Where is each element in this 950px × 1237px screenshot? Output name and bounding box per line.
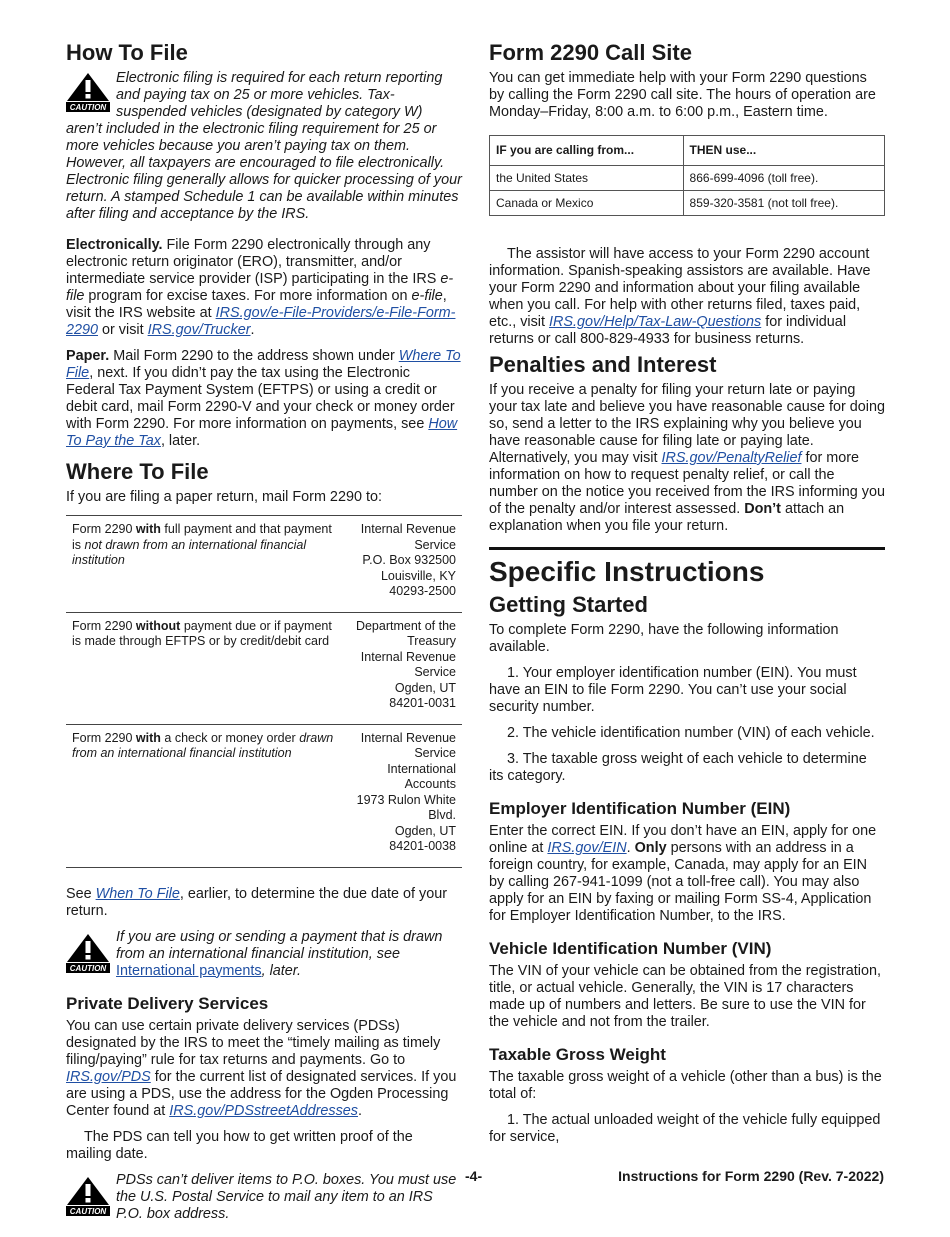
table-cell: 859-320-3581 (not toll free).: [683, 191, 884, 216]
list-item: 3. The taxable gross weight of each vehicle to determine its category.: [489, 751, 867, 784]
filing-condition: Form 2290 without payment due or if payment is made through EFTPS or by credit/debit card: [66, 612, 347, 724]
table-cell: the United States: [490, 166, 684, 191]
how-to-pay-link[interactable]: How To Pay the Tax: [66, 416, 458, 449]
see-when-to-file-paragraph: See When To File, earlier, to determine the due date of your return.: [66, 885, 448, 919]
where-to-file-heading: Where To File: [66, 459, 209, 484]
international-payments-link[interactable]: International payments: [116, 962, 262, 979]
trucker-link[interactable]: IRS.gov/Trucker: [147, 322, 251, 338]
call-site-intro: You can get immediate help with your Form 2290 questions by calling the Form 2290 call site. The hours of operation are Monday–Friday, 8:00 a.m. to 6:00 p.m., Eastern time.: [489, 70, 876, 120]
call-site-table: [489, 135, 885, 216]
caution-label: CAUTION: [69, 103, 107, 112]
caution-label: CAUTION: [69, 963, 107, 973]
pds-paragraph: You can use certain private delivery services (PDSs) designated by the IRS to meet the “timely mailing as timely filing/paying” rule for tax returns and payments. Go to IRS.gov/PDS for the current list of designated services. If you are using a PDS, use the address for the Ogden Processing Center found at IRS.gov/PDSstreetAddresses.: [66, 1017, 457, 1119]
vin-paragraph: The VIN of your vehicle can be obtained from the registration, title, or actual vehicle. Generally, the VIN is 17 characters made up of numbers and letters. Be sure to use the VIN for the vehicle and not from the trailer.: [489, 963, 881, 1030]
where-to-file-intro: If you are filing a paper return, mail Form 2290 to:: [66, 489, 382, 505]
efile-providers-link[interactable]: IRS.gov/e-File-Providers/e-File-Form-2290: [66, 305, 456, 338]
where-to-file-link[interactable]: Where To File: [66, 348, 461, 381]
mailing-address: Internal Revenue Service P.O. Box 932500 Louisville, KY 40293-2500: [347, 516, 462, 613]
when-to-file-link[interactable]: When To File: [95, 885, 180, 902]
table-row: [66, 612, 462, 724]
caution-icon: [66, 1176, 110, 1216]
penalties-paragraph: If you receive a penalty for filing your return late or paying your tax late and believe you have reasonable cause for doing so, send a letter to the IRS explaining why you believe you have reasonable cause for filing late or paying late. Alternatively, you may visit IRS.gov/PenaltyRelief for more information on how to request penalty relief, or call the number on the notice you received from the IRS informing you of the penalty and/or interest assessed. Don’t attach an explanation when you file your return.: [489, 382, 886, 534]
how-to-file-heading: How To File: [66, 40, 188, 65]
where-to-file-table: [66, 515, 462, 868]
table-row: [66, 724, 462, 867]
table-row: [490, 191, 885, 216]
getting-started-intro: To complete Form 2290, have the following information available.: [489, 622, 839, 655]
list-item: 2. The vehicle identification number (VIN) of each vehicle.: [507, 725, 875, 741]
taxable-gross-weight-heading: Taxable Gross Weight: [489, 1045, 666, 1064]
page-number: -4-: [465, 1168, 483, 1184]
penalty-relief-link[interactable]: IRS.gov/PenaltyRelief: [661, 450, 802, 466]
mailing-address: Department of the Treasury Internal Revenue Service Ogden, UT 84201-0031: [347, 612, 462, 724]
getting-started-heading: Getting Started: [489, 592, 648, 617]
column-header: THEN use...: [683, 136, 884, 166]
call-site-heading: Form 2290 Call Site: [489, 40, 692, 65]
list-item: 1. Your employer identification number (EIN). You must have an EIN to file Form 2290. You can’t use your social security number.: [489, 665, 857, 715]
column-header: IF you are calling from...: [490, 136, 684, 166]
caution-icon: [66, 72, 110, 112]
mailing-address: Internal Revenue Service International Accounts 1973 Rulon White Blvd. Ogden, UT 84201-0038: [347, 724, 462, 867]
pds-street-addresses-link[interactable]: IRS.gov/PDSstreetAddresses: [169, 1102, 358, 1119]
table-cell: Canada or Mexico: [490, 191, 684, 216]
pds-link[interactable]: IRS.gov/PDS: [66, 1068, 151, 1085]
table-row: [490, 166, 885, 191]
paper-paragraph: Paper. Mail Form 2290 to the address shown under Where To File, next. If you didn’t pay the tax using the Electronic Federal Tax Payment System (EFTPS) or using a credit or debit card, mail Form 2290-V and your check or money order with Form 2290. For more information on payments, see How To Pay the Tax, later.: [66, 348, 461, 449]
taxable-gross-weight-intro: The taxable gross weight of a vehicle (other than a bus) is the total of:: [489, 1069, 882, 1102]
right-column: [489, 40, 885, 1155]
table-row: [66, 516, 462, 613]
caution-note-international: CAUTION If you are using or sending a payment that is drawn from an international financial institution, see International payments, later.: [66, 929, 462, 980]
caution-label: CAUTION: [69, 1206, 107, 1216]
pds-proof-paragraph: The PDS can tell you how to get written proof of the mailing date.: [66, 1128, 413, 1162]
filing-condition: Form 2290 with full payment and that payment is not drawn from an international financial institution: [66, 516, 347, 613]
tax-law-questions-link[interactable]: IRS.gov/Help/Tax-Law-Questions: [548, 314, 762, 330]
caution-note-po-box: CAUTION PDSs can’t deliver items to P.O. boxes. You must use the U.S. Postal Service to mail any item to an IRS P.O. box address.: [66, 1172, 462, 1223]
caution-text: Electronic filing is required for each return reporting and paying tax on 25 or more vehicles. Tax-suspended vehicles (designated by category W) aren’t included in the electronic filing requirement for 25 or more vehicles because you aren’t paying tax on them. However, all taxpayers are encouraged to file electronically. Electronic filing generally allows for quicker processing of your return. A stamped Schedule 1 can be available within minutes after filing and acceptance by the IRS.: [66, 70, 462, 222]
electronically-paragraph: Electronically. File Form 2290 electronically through any electronic return originator (ERO), transmitter, and/or intermediate service provider (ISP) participating in the IRS e-file program for excise taxes. For more information on e-file, visit the IRS website at IRS.gov/e-File-Providers/e-File-Form-2290 or visit IRS.gov/Trucker.: [66, 237, 456, 338]
penalties-heading: Penalties and Interest: [489, 352, 717, 377]
pds-heading: Private Delivery Services: [66, 993, 269, 1013]
caution-icon: [66, 933, 110, 973]
list-item: 1. The actual unloaded weight of the vehicle fully equipped for service,: [489, 1112, 881, 1145]
assistor-paragraph: The assistor will have access to your Form 2290 account information. Spanish-speaking assistors are available. Have your Form 2290 and information about your filing available when you call. For help with other returns filed, taxes paid, etc., visit IRS.gov/Help/Tax-Law-Questions for individual returns or call 800-829-4933 for business returns.: [489, 246, 871, 347]
ein-paragraph: Enter the correct EIN. If you don’t have an EIN, apply for one online at IRS.gov/EIN. Only persons with an address in a foreign country, for example, Canada, may apply for an EIN by calling 267-941-1099 (not a toll-free call). You may also apply for an EIN by faxing or mailing Form SS-4, Application for Employer Identification Number, to the IRS.: [489, 823, 877, 924]
specific-instructions-heading: Specific Instructions: [489, 556, 765, 587]
section-divider: [489, 547, 885, 550]
ein-link[interactable]: IRS.gov/EIN: [547, 840, 627, 856]
footer-title: Instructions for Form 2290 (Rev. 7-2022): [618, 1168, 884, 1184]
caution-note-efile: [66, 70, 462, 223]
table-cell: 866-699-4096 (toll free).: [683, 166, 884, 191]
filing-condition: Form 2290 with a check or money order drawn from an international financial institution: [66, 724, 347, 867]
vin-heading: Vehicle Identification Number (VIN): [489, 939, 772, 958]
left-column: [66, 40, 462, 1237]
table-header-row: [490, 136, 885, 166]
ein-heading: Employer Identification Number (EIN): [489, 799, 791, 818]
